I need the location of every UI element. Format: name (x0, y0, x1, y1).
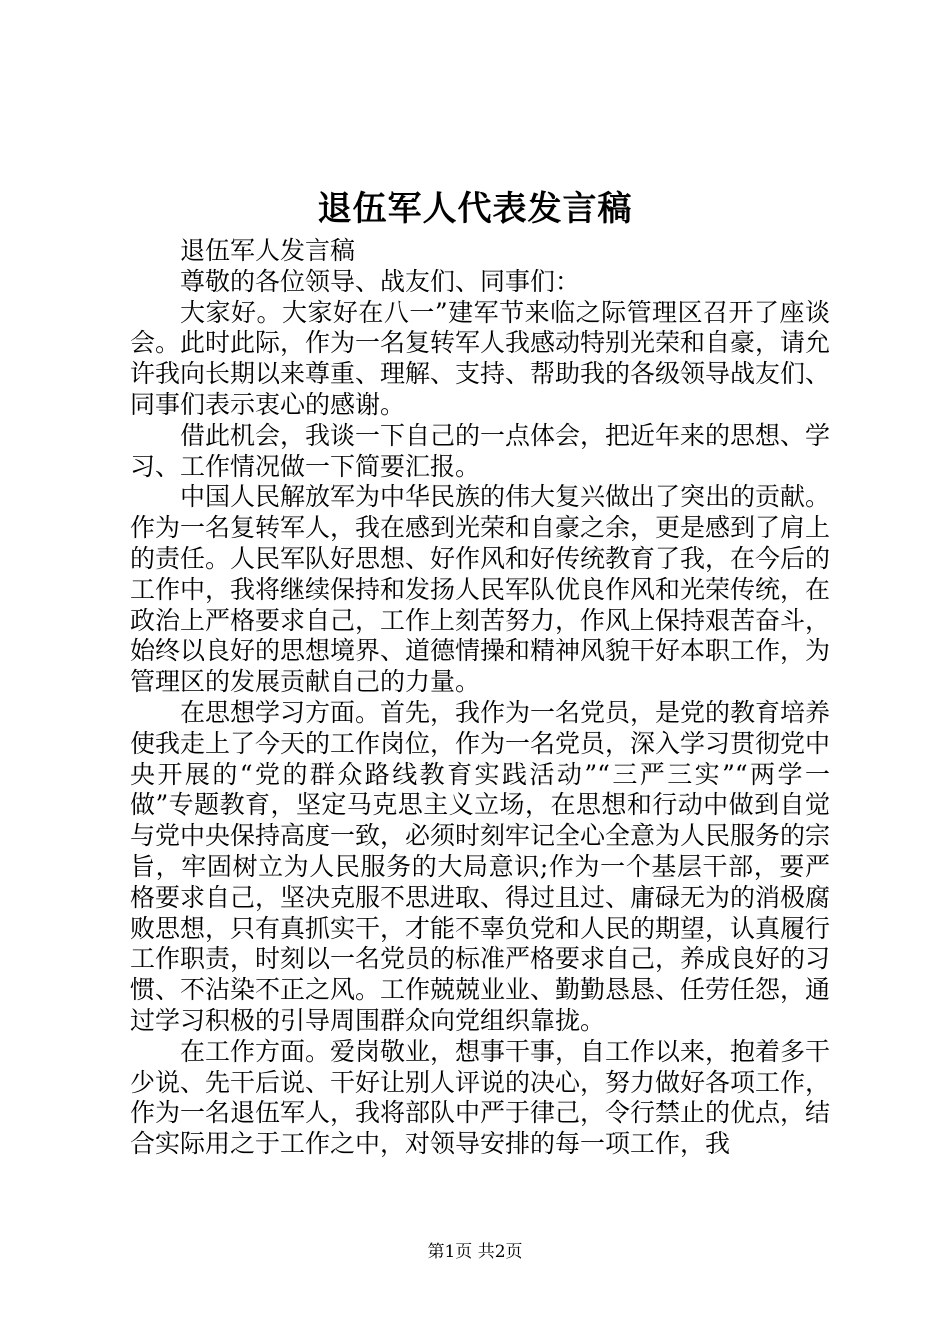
responsibility-paragraph: 中国人民解放军为中华民族的伟大复兴做出了突出的贡献。作为一名复转军人，我在感到光荣和自豪之余，更是感到了肩上的责任。人民军队好思想、好作风和好传统教育了我，在今后的工作中，我将继续保持和发扬人民军队优良作风和光荣传统，在政治上严格要求自己，工作上刻苦努力，作风上保持艰苦奋斗，始终以良好的思想境界、道德情操和精神风貌干好本职工作，为管理区的发展贡献自己的力量。 (130, 482, 831, 697)
study-paragraph: 在思想学习方面。首先，我作为一名党员，是党的教育培养使我走上了今天的工作岗位，作为一名党员，深入学习贯彻党中央开展的“党的群众路线教育实践活动”“三严三实”“两学一做”专题教育，坚定马克思主义立场，在思想和行动中做到自觉与党中央保持高度一致，必须时刻牢记全心全意为人民服务的宗旨，牢固树立为人民服务的大局意识;作为一个基层干部，要严格要求自己，坚决克服不思进取、得过且过、庸碌无为的消极腐败思想，只有真抓实干，才能不辜负党和人民的期望，认真履行工作职责，时刻以一名党员的标准严格要求自己，养成良好的习惯、不沾染不正之风。工作兢兢业业、勤勤恳恳、任劳任怨，通过学习积极的引导周围群众向党组织靠拢。 (130, 697, 831, 1035)
work-paragraph: 在工作方面。爱岗敬业，想事干事，自工作以来，抱着多干少说、先干后说、干好让别人评说的决心，努力做好各项工作，作为一名退伍军人，我将部队中严于律己，令行禁止的优点，结合实际用之于工作之中，对领导安排的每一项工作，我 (130, 1036, 831, 1159)
intro-paragraph: 借此机会，我谈一下自己的一点体会，把近年来的思想、学习、工作情况做一下简要汇报。 (130, 420, 831, 481)
page-number-footer: 第1页 共2页 (427, 1242, 523, 1262)
salutation-paragraph: 尊敬的各位领导、战友们、同事们： (180, 266, 581, 296)
page-title: 退伍军人代表发言稿 (317, 189, 633, 229)
greeting-paragraph: 大家好。大家好在八一”建军节来临之际管理区召开了座谈会。此时此际，作为一名复转军人我感动特别光荣和自豪，请允许我向长期以来尊重、理解、支持、帮助我的各级领导战友们、同事们表示衷心的感谢。 (130, 297, 831, 419)
subtitle-paragraph: 退伍军人发言稿 (180, 236, 356, 265)
document-body (130, 236, 830, 1160)
